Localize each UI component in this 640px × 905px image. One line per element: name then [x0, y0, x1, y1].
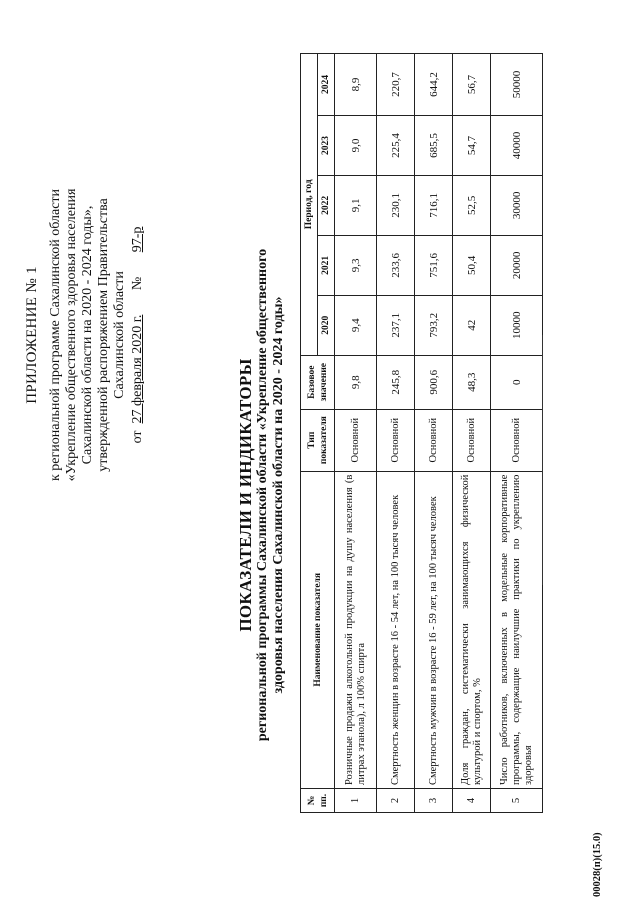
row-no: 1 [335, 789, 377, 813]
date-prefix: от [130, 430, 145, 444]
row-value: 685,5 [415, 116, 453, 176]
row-name: Число работников, включенных в модельные корпоративные программы, содержащие наилучшие практики по укреплению здоровья [491, 471, 543, 788]
row-type: Основной [491, 409, 543, 471]
table-row [491, 54, 543, 813]
row-base: 245,8 [377, 355, 415, 409]
title-line-2: региональной программы Сахалинской области «Укрепление общественного [255, 248, 270, 742]
appendix-line: «Укрепление общественного здоровья населения [64, 188, 79, 482]
row-type: Основной [453, 409, 491, 471]
row-value: 54,7 [453, 116, 491, 176]
appendix-number: 97-р [130, 226, 145, 253]
header-period: Период, год [301, 54, 318, 356]
table-row [415, 54, 453, 813]
row-base: 48,3 [453, 355, 491, 409]
row-value: 30000 [491, 175, 543, 235]
appendix-line: Сахалинской области [112, 271, 127, 399]
header-year: 2020 [318, 295, 335, 355]
row-value: 716,1 [415, 175, 453, 235]
header-type: Тип показателя [301, 409, 335, 471]
row-type: Основной [377, 409, 415, 471]
appendix-header: ПРИЛОЖЕНИЕ № 1 [24, 266, 40, 404]
appendix-line: к региональной программе Сахалинской области [48, 188, 63, 482]
title-line-1: ПОКАЗАТЕЛИ И ИНДИКАТОРЫ [236, 358, 255, 632]
table-row [335, 54, 377, 813]
row-value: 10000 [491, 295, 543, 355]
title-line-3: здоровья населения Сахалинской области на 2020 - 2024 годы» [271, 296, 286, 694]
document-code: 00028(п)(15.0) [592, 832, 603, 897]
row-value: 225,4 [377, 116, 415, 176]
row-value: 50000 [491, 54, 543, 116]
row-value: 237,1 [377, 295, 415, 355]
row-value: 9,3 [335, 235, 377, 295]
row-type: Основной [415, 409, 453, 471]
header-year: 2023 [318, 116, 335, 176]
row-value: 9,4 [335, 295, 377, 355]
appendix-block [24, 75, 146, 595]
appendix-date-line [130, 75, 146, 595]
appendix-line: утвержденной распоряжением Правительства [96, 198, 111, 472]
row-value: 9,0 [335, 116, 377, 176]
row-value: 50,4 [453, 235, 491, 295]
header-base: Базовое значение [301, 355, 335, 409]
row-no: 2 [377, 789, 415, 813]
row-value: 233,6 [377, 235, 415, 295]
row-value: 9,1 [335, 175, 377, 235]
row-value: 230,1 [377, 175, 415, 235]
row-value: 220,7 [377, 54, 415, 116]
header-name: Наименование показателя [301, 471, 335, 788]
header-no: № пп. [301, 789, 335, 813]
row-no: 5 [491, 789, 543, 813]
document-title [236, 145, 287, 845]
row-value: 20000 [491, 235, 543, 295]
header-year: 2024 [318, 54, 335, 116]
row-value: 52,5 [453, 175, 491, 235]
row-base: 9,8 [335, 355, 377, 409]
divider-line [542, 335, 543, 585]
row-base: 0 [491, 355, 543, 409]
row-no: 4 [453, 789, 491, 813]
header-year: 2022 [318, 175, 335, 235]
row-name: Смертность женщин в возрасте 16 - 54 лет, на 100 тысяч человек [377, 471, 415, 788]
table-row [377, 54, 415, 813]
appendix-line: Сахалинской области на 2020 - 2024 годы», [80, 205, 95, 465]
row-base: 900,6 [415, 355, 453, 409]
table-row [453, 54, 491, 813]
row-name: Доля граждан, систематически занимающихся физической культурой и спортом, % [453, 471, 491, 788]
indicators-table [300, 53, 543, 813]
row-type: Основной [335, 409, 377, 471]
row-value: 40000 [491, 116, 543, 176]
row-value: 56,7 [453, 54, 491, 116]
appendix-date: 27 февраля 2020 г. [130, 314, 145, 424]
row-name: Смертность мужчин в возрасте 16 - 59 лет, на 100 тысяч человек [415, 471, 453, 788]
number-label: № [130, 276, 145, 291]
row-value: 793,2 [415, 295, 453, 355]
row-name: Розничные продажи алкогольной продукции на душу населения (в литрах этанола), л 100% спирта [335, 471, 377, 788]
header-year: 2021 [318, 235, 335, 295]
row-no: 3 [415, 789, 453, 813]
row-value: 8,9 [335, 54, 377, 116]
row-value: 751,6 [415, 235, 453, 295]
row-value: 644,2 [415, 54, 453, 116]
row-value: 42 [453, 295, 491, 355]
